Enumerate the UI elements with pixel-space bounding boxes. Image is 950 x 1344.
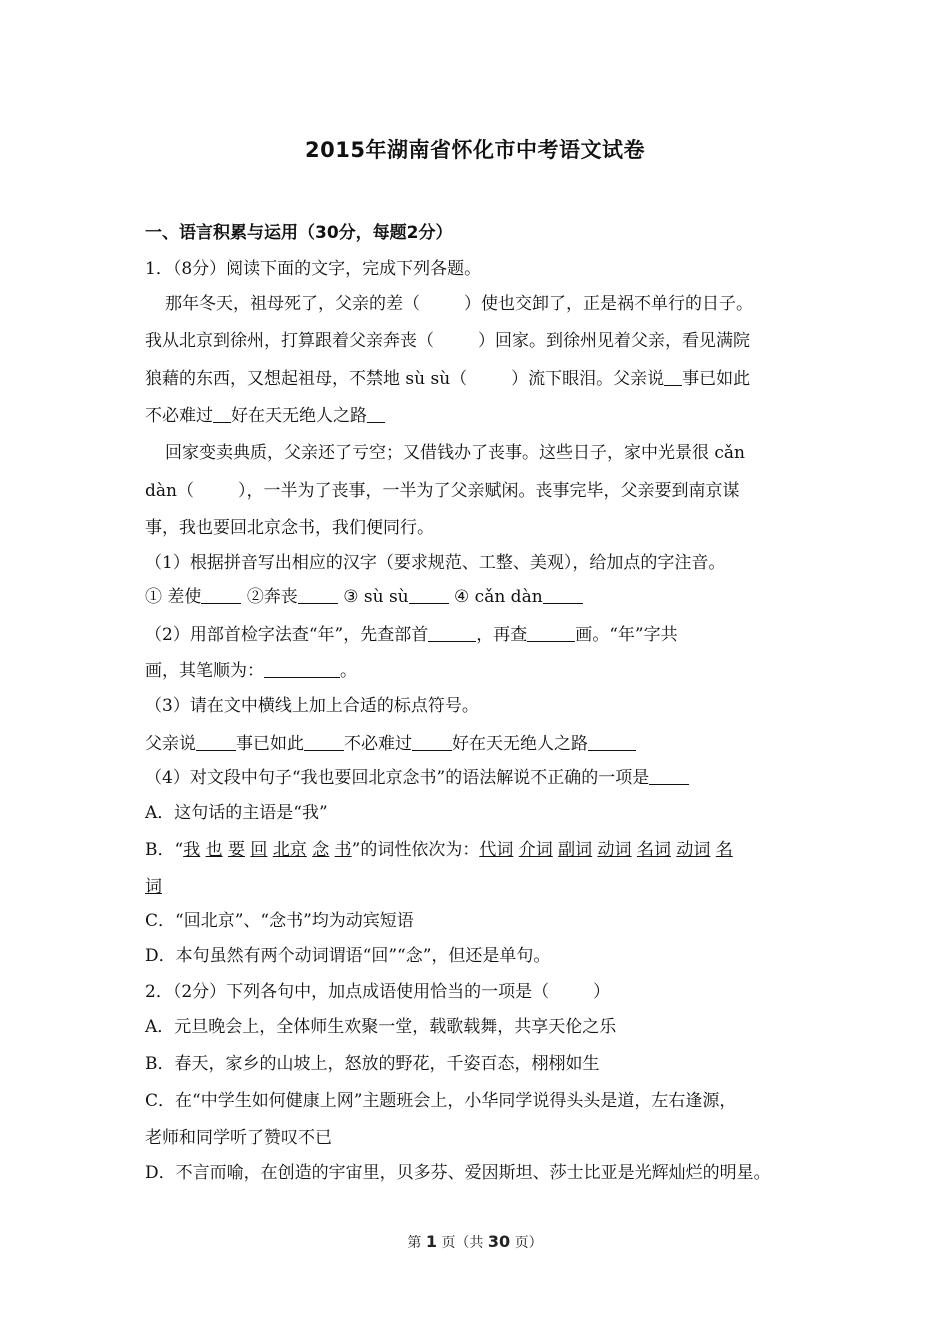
q1-passage-line [145, 368, 815, 390]
part-of-speech: 介词 [518, 840, 553, 860]
page-footer [0, 1232, 950, 1252]
word: 也 [205, 840, 223, 860]
q2-option-c-cont: 老师和同学听了赞叹不已 [145, 1128, 332, 1148]
text: 。 [340, 661, 357, 681]
q1-passage-line [145, 480, 815, 502]
text: （2）用部首检字法查“年”，先查部首 [145, 625, 429, 645]
q2-option-a: A．元旦晚会上，全体师生欢聚一堂，载歌载舞，共享天伦之乐 [145, 1017, 617, 1037]
page-total: 30 [487, 1232, 511, 1251]
blank [367, 405, 385, 423]
q2-option-c: C．在“中学生如何健康上网”主题班会上，小华同学说得头头是道，左右逢源， [145, 1091, 737, 1111]
text: dàn（ [145, 481, 194, 501]
text: 页（共 [441, 1235, 484, 1251]
text: 那年冬天，祖母死了，父亲的差（ [165, 294, 420, 314]
part-of-speech: 动词 [597, 840, 632, 860]
q1-sub2-cont [145, 660, 815, 682]
answer-blank [409, 586, 449, 604]
option-a: A．这句话的主语是“我” [145, 803, 328, 823]
text: ）使也交卸了，正是祸不单行的日子。 [464, 294, 753, 314]
word: 北京 [272, 840, 307, 860]
q1-sub1-answers [145, 586, 815, 608]
text: ） [593, 982, 611, 1002]
text: 2．（2分）下列各句中，加点成语使用恰当的一项是（ [145, 982, 550, 1002]
text: 画。“年”字共 [575, 625, 678, 645]
text: 不必难过 [344, 734, 412, 754]
q1-passage-line: 事，我也要回北京念书，我们便同行。 [145, 518, 434, 538]
text: B．“ [145, 840, 184, 860]
page-title: 2015年湖南省怀化市中考语文试卷 [305, 138, 645, 162]
page-number: 1 [425, 1232, 437, 1251]
part-of-speech: 名词 [636, 840, 671, 860]
answer-blank [304, 733, 344, 751]
word: 念 [312, 840, 330, 860]
q1-sub3-answers [145, 733, 815, 755]
answer-blank [588, 733, 636, 751]
text: （4）对文段中句子“我也要回北京念书”的语法解说不正确的一项是 [145, 768, 650, 788]
answer-blank [527, 624, 575, 642]
q2-option-d: D．不言而喻，在创造的宇宙里，贝多芬、爱因斯坦、莎士比亚是光辉灿烂的明星。 [145, 1163, 771, 1183]
q1-sub2 [145, 624, 815, 646]
text: ”的词性依次为： [351, 840, 480, 860]
text: ，再查 [476, 625, 528, 645]
text: 第 [407, 1235, 422, 1251]
answer-label: ②奔丧 [246, 587, 298, 607]
text: 狼藉的东西，又想起祖母，不禁地 sù sù（ [145, 369, 468, 389]
answer-blank [201, 586, 241, 604]
text: 页） [514, 1235, 543, 1251]
text: 好在天无绝人之路 [231, 406, 367, 426]
answer-label: ③ sù sù [343, 587, 409, 607]
q1-passage-line [145, 405, 815, 427]
word: 要 [228, 840, 245, 860]
q1-passage-line: 回家变卖典质，父亲还了亏空；又借钱办了丧事。这些日子，家中光景很 cǎn [165, 443, 746, 463]
text: 父亲说 [145, 734, 196, 754]
answer-blank [649, 767, 689, 785]
q1-passage-line [165, 293, 835, 315]
part-of-speech: 代词 [479, 840, 514, 860]
answer-blank [298, 586, 338, 604]
text: 我从北京到徐州，打算跟着父亲奔丧（ [145, 331, 434, 351]
word: 书 [334, 840, 352, 860]
option-d: D．本句虽然有两个动词谓语“回”“念”，但还是单句。 [145, 946, 551, 966]
answer-blank [428, 624, 476, 642]
answer-blank [196, 733, 236, 751]
q2-stem [145, 981, 815, 1003]
text: 画，其笔顺为： [145, 661, 264, 681]
text: 事已如此 [682, 369, 751, 389]
part-of-speech: 名 [715, 840, 733, 860]
q1-sub1: （1）根据拼音写出相应的汉字（要求规范、工整、美观），给加点的字注音。 [145, 553, 726, 573]
text: ）回家。到徐州见着父亲，看见满院 [478, 331, 750, 351]
blank [213, 405, 231, 423]
answer-blank [412, 733, 452, 751]
answer-label: ④ cǎn dàn [454, 587, 543, 607]
text: 事已如此 [236, 734, 304, 754]
q1-stem: 1．（8分）阅读下面的文字，完成下列各题。 [145, 259, 482, 279]
part-of-speech: 副词 [558, 840, 593, 860]
blank [664, 368, 682, 386]
q1-sub3: （3）请在文中横线上加上合适的标点符号。 [145, 696, 479, 716]
q1-sub4 [145, 767, 815, 789]
word: 我 [183, 840, 201, 860]
text: 不必难过 [145, 406, 213, 426]
answer-label: ① 差使 [145, 587, 202, 607]
text: ），一半为了丧事，一半为了父亲赋闲。丧事完毕，父亲要到南京谋 [237, 481, 740, 501]
option-c: C．“回北京”、“念书”均为动宾短语 [145, 911, 414, 931]
text: ）流下眼泪。父亲说 [511, 369, 665, 389]
section-heading: 一、语言积累与运用（30分，每题2分） [145, 223, 453, 243]
answer-blank [264, 660, 340, 678]
option-b-cont [145, 876, 815, 898]
text: 好在天无绝人之路 [452, 734, 588, 754]
option-b [145, 839, 815, 861]
q2-option-b: B．春天，家乡的山坡上，怒放的野花，千姿百态，栩栩如生 [145, 1054, 600, 1074]
part-of-speech: 词 [145, 877, 162, 897]
q1-passage-line [145, 330, 815, 352]
word: 回 [250, 840, 268, 860]
answer-blank [543, 586, 583, 604]
part-of-speech: 动词 [676, 840, 711, 860]
